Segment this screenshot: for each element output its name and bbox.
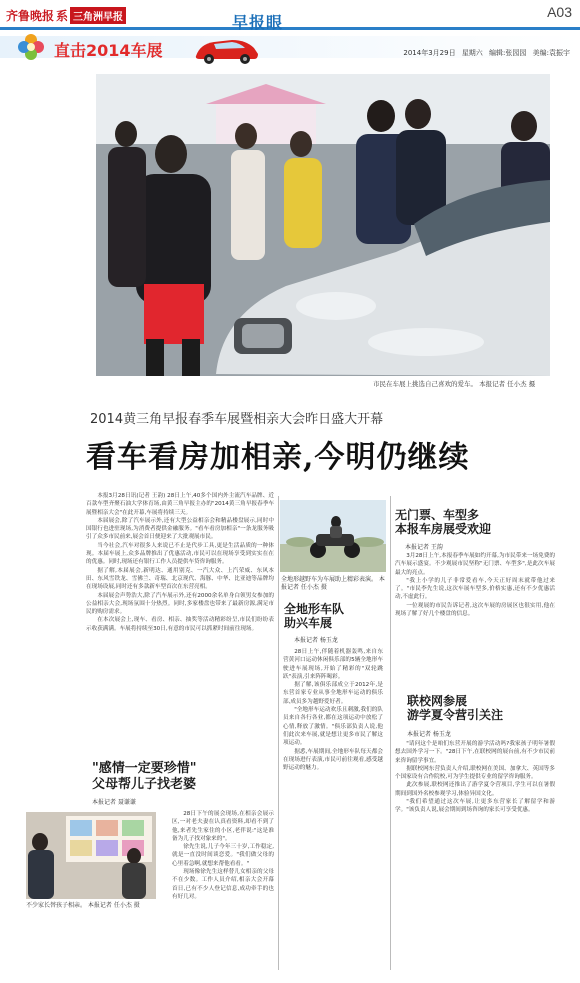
story-four-byline: 本报记者 王韵 [405,544,443,551]
story-three-paragraph: 28日上午,伴随着机器轰鸣,来自东营黄河口运动休闲俱乐部的5辆全地形车驶进车展现场,开始了精彩的"双轮跳跃"表演,引来阵阵喝彩。 [283,649,383,680]
main-photo-caption: 市民在车展上挑选自己喜欢的爱车。 本报记者 任小杰 摄 [373,380,536,388]
story-five-byline: 本报记者 杨玉龙 [407,731,451,738]
designer-credit: 美编:袁振宇 [532,49,570,57]
page-header [0,0,580,30]
story-five-headline: 联校网参展 游学夏令营引关注 [407,694,504,723]
story-four-paragraph: "我上小学的儿子非常爱看车,今天正好周末就带他过来了。"市民李先生说,这次车展车型多,价格实惠,还有不少优惠活动,不虚此行。 [395,577,555,601]
story-two-paragraph: 28日下午的展会现场,在相亲会展示区,一对老夫妻在认真看资料,却看不到了他,来者先生家住的小区,老伴说:"这是准备为儿子找对象来的"。 [172,811,274,842]
story-three-paragraph: 据了解,该俱乐部成立于2012年,是东营首家专业从事全地形车运动的俱乐部,成员多为越野爱好者。 [283,682,383,705]
story-five-paragraph: "我们希望通过这次车展,让更多东营家长了解留学和游学。"该负责人说,展会期间到场咨询的家长可享受优惠。 [395,799,555,814]
masthead [6,6,126,24]
story-four-paragraph: 一位观展的市民告诉记者,这次车展的房展区也很实用,他在现场了解了好几个楼盘的信息。 [395,602,555,618]
main-paragraph: 本届展会声势浩大,除了汽车展示外,还有2000余名单身白领男女参加的公益相亲大会,现场氛围十分热烈。同时,多家楼盘也带来了最新房源,满足市民的购房需求。 [86,592,274,616]
issue-date: 2014年3月29日 [403,49,456,57]
story-three-paragraph: "全地形车运动欢乐且刺激,我们的队员来自各行各业,都在这项运动中放松了心情,释放了激情。"俱乐部负责人说,他们此次来车展,就是想让更多市民了解这项运动。 [283,707,383,747]
story-two-paragraph: 徐先生说,儿子今年三十岁,工作稳定,就是一直没时间谈恋爱。"我们做父母的心里着急啊,就想来帮他看看。" [172,844,274,867]
story-two-byline: 本报记者 聂谦谦 [92,799,136,806]
story-three-byline: 本报记者 杨玉龙 [294,637,338,644]
paper-logo: 齐鲁晚报 [6,8,55,23]
section-banner [0,30,580,72]
banner-title: 直击2014车展 [54,41,163,60]
story-two-body [172,810,274,968]
flower-icon [14,30,48,64]
main-photo [96,74,550,376]
main-paragraph: 本届展会,除了汽车展示外,还有大型公益相亲会和精品楼盘展示,同时中国银行也进驻现场,为消费者提供金融服务。"看车看房加相亲"一条龙服务吸引了众多市民前来,展会首日便迎来了大批观展市民。 [86,517,274,541]
series-word: 系 [56,8,69,23]
main-headline: 看车看房加相亲,今明仍继续 [86,440,470,475]
parents-photo [26,812,156,899]
column-divider [390,496,391,970]
atv-photo [280,500,386,572]
main-kicker: 2014黄三角早报春季车展暨相亲大会昨日盛大开幕 [90,412,384,427]
sub-paper-badge: 三角洲早报 [70,7,126,24]
story-three-body [283,648,383,970]
story-four-headline: 无门票、车型多 本报车房展受欢迎 [395,508,492,537]
column-divider [278,496,279,970]
story-five-paragraph: 此次参展,联校网还推出了游学夏令营项目,学生可以在暑假期间到国外名校参观学习,体验异国文化。 [395,782,555,797]
story-five-body [395,740,555,970]
main-article-body [86,492,274,755]
section-title: 早报眼 [232,13,284,32]
story-two-headline: "感情一定要珍惜" 父母帮儿子找老婆 [92,761,197,792]
main-paragraph: 本报3月28日讯(记者 王韵) 28日上午,40多个国内外主流汽车品牌、近百款车型齐聚石油大学体育场,由黄三角早报主办的"2014黄三角早报春季车展暨相亲大会"在此开幕,车展将持续三天。 [86,493,274,516]
main-paragraph: 当今社会,汽车对很多人来说已不止是代步工具,更是生活品质的一种体现。本届车展上,众多品牌推出了优惠活动,市民可以在现场享受到实实在在的优惠。同时,现场还有银行工作人员提供车贷咨询服务。 [86,542,274,566]
story-four-body [395,552,555,680]
main-paragraph: 在本次展会上,现车、看房、相亲、抽奖等活动精彩纷呈,市民们纷纷表示收获满满。车展将持续至30日,有意的市民可以抓紧时间前往现场。 [86,617,274,632]
story-four-paragraph: 3月28日上午,本报春季车展如约开幕,为市民带来一场免费的汽车展示盛宴。不少观展市民坚称"无门票、车型多",是此次车展最大的亮点。 [395,553,555,576]
story-three-headline: 全地形车队 助兴车展 [284,602,345,631]
parents-photo-caption: 不少家长替孩子相亲。 本报记者 任小杰 摄 [26,902,140,909]
issue-weekday: 星期六 [461,49,483,57]
car-show-photo [96,74,550,376]
atv-photo-caption: 全地形越野车为车展助上精彩表演。 本报记者 任小杰 摄 [281,576,385,591]
red-car-icon [192,32,262,66]
page-number: A03 [547,4,572,20]
editor-credit: 编辑:张园园 [489,49,527,57]
story-five-paragraph: "请问这个是咱们东营开展的游学活动吗?我家孩子明年暑假想去国外学习一下。"28日下午,在联校网的展台前,有不少市民前来咨询留学事宜。 [395,741,555,764]
story-three-paragraph: 据悉,车展期间,全地形车队每天都会在现场进行表演,市民可前往观看,感受越野运动的魅力。 [283,748,383,772]
main-paragraph: 据了解,本届展会,新明达、通用别克、一汽大众、上汽荣威、东风本田、东风雪铁龙、雪佛兰、奇瑞、北京现代、海豚、中华、比亚迪等品牌均在现场设展,同时还有多款新车型首次在东营亮相。 [86,567,274,591]
story-five-paragraph: 据联校网东营负责人介绍,联校网在美国、加拿大、英国等多个国家设有合作院校,可为学生提供专业的留学咨询服务。 [395,765,555,781]
date-line [399,48,570,58]
story-two-paragraph: 现场像徐先生这样替儿女相亲的父母不在少数。工作人员介绍,相亲大会开幕首日,已有不少人登记信息,成功牵手的也有好几对。 [172,869,274,900]
